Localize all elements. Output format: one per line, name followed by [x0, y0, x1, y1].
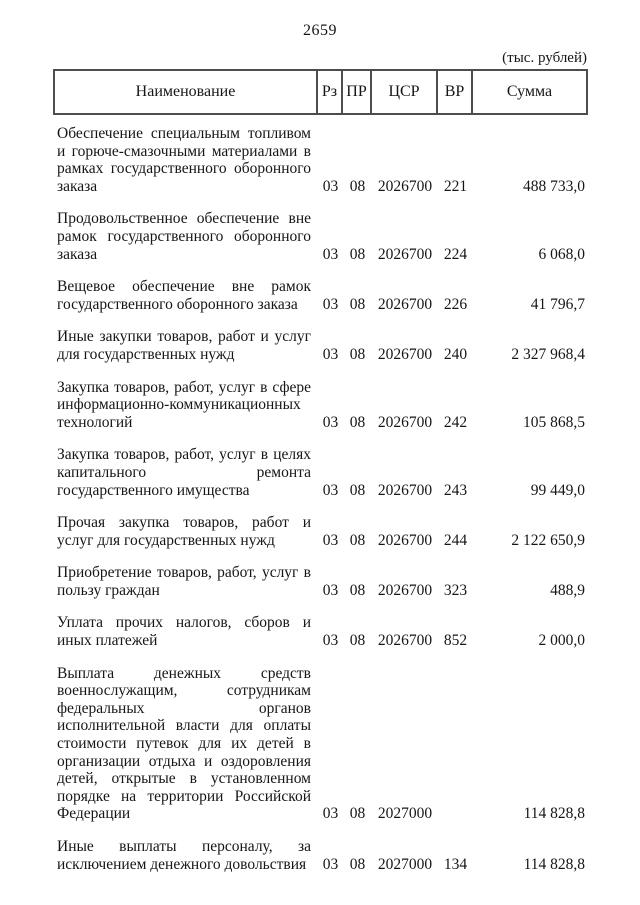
cell-name: Приобретение товаров, работ, услуг в пользу граждан [57, 564, 311, 599]
cell-pr: 08 [349, 632, 366, 650]
cell-pr: 08 [349, 481, 366, 499]
cell-sum: 105 868,5 [523, 413, 585, 431]
cell-rz: 03 [322, 581, 339, 599]
cell-vr: 323 [443, 581, 468, 599]
cell-csr: 2027000 [377, 855, 433, 873]
column-header-csr: ЦСР [370, 71, 436, 113]
cell-sum: 2 000,0 [538, 632, 585, 650]
cell-sum: 99 449,0 [530, 481, 585, 499]
cell-vr: 134 [443, 855, 468, 873]
table-row [53, 379, 588, 432]
cell-rz: 03 [322, 413, 339, 431]
cell-rz: 03 [322, 345, 339, 363]
cell-rz: 03 [322, 632, 339, 650]
cell-name: Уплата прочих налогов, сборов и иных платежей [57, 614, 311, 650]
cell-vr: 221 [443, 177, 468, 195]
cell-name: Обеспечение специальным топливом и горюче-смазочными материалами в рамках государственного оборонного заказа [57, 125, 311, 195]
cell-csr: 2027000 [377, 805, 433, 823]
cell-pr: 08 [349, 295, 366, 313]
cell-pr: 08 [349, 345, 366, 363]
cell-rz: 03 [322, 481, 339, 499]
cell-rz: 03 [322, 805, 339, 823]
table-header-row [53, 69, 588, 115]
table-row [53, 665, 588, 823]
table-row [53, 278, 588, 313]
cell-csr: 2026700 [377, 581, 433, 599]
cell-csr: 2026700 [377, 632, 433, 650]
cell-name: Вещевое обеспечение вне рамок государственного оборонного заказа [57, 278, 311, 313]
cell-rz: 03 [322, 295, 339, 313]
cell-vr: 852 [443, 632, 468, 650]
cell-name: Закупка товаров, работ, услуг в целях капитального ремонта государственного имущества [57, 446, 311, 499]
cell-pr: 08 [349, 177, 366, 195]
table-row [53, 514, 588, 549]
cell-csr: 2026700 [377, 295, 433, 313]
cell-vr: 226 [443, 295, 468, 313]
table-row [53, 838, 588, 873]
cell-vr: 224 [443, 245, 468, 263]
cell-sum: 2 122 650,9 [511, 531, 585, 549]
cell-vr: 240 [443, 345, 468, 363]
cell-name: Выплата денежных средств военнослужащим, сотрудникам федеральных органов исполнительной власти для оплаты стоимости путевок для их детей в организации отдыха и оздоровления детей, открытые в установленном порядке на территории Российской Федерации [57, 664, 311, 823]
cell-csr: 2026700 [377, 177, 433, 195]
cell-sum: 6 068,0 [538, 245, 585, 263]
cell-rz: 03 [322, 177, 339, 195]
table-row [53, 564, 588, 599]
cell-name: Закупка товаров, работ, услуг в сфере информационно-коммуникационных технологий [57, 378, 311, 431]
cell-sum: 114 828,8 [523, 805, 585, 823]
cell-name: Продовольственное обеспечение вне рамок государственного оборонного заказа [57, 210, 311, 263]
column-header-name: Наименование [135, 83, 236, 100]
column-header-rz: Рз [316, 71, 341, 113]
cell-vr: 242 [443, 413, 468, 431]
cell-sum: 488 733,0 [523, 177, 585, 195]
cell-pr: 08 [349, 413, 366, 431]
cell-name: Иные выплаты персоналу, за исключением денежного довольствия [57, 838, 311, 873]
cell-csr: 2026700 [377, 245, 433, 263]
cell-sum: 2 327 968,4 [511, 345, 585, 363]
cell-pr: 08 [349, 531, 366, 549]
cell-vr: 243 [443, 481, 468, 499]
table-row [53, 328, 588, 363]
table-row [53, 446, 588, 499]
cell-pr: 08 [349, 855, 366, 873]
column-header-vr: ВР [436, 71, 471, 113]
table-row [53, 210, 588, 263]
cell-csr: 2026700 [377, 345, 433, 363]
cell-name: Иные закупки товаров, работ и услуг для государственных нужд [57, 328, 311, 363]
cell-name: Прочая закупка товаров, работ и услуг для государственных нужд [57, 514, 311, 549]
table-row [53, 614, 588, 649]
cell-rz: 03 [322, 245, 339, 263]
column-header-pr: ПР [341, 71, 370, 113]
units-note: (тыс. рублей) [502, 50, 587, 66]
cell-pr: 08 [349, 805, 366, 823]
cell-sum: 41 796,7 [530, 295, 585, 313]
cell-sum: 488,9 [550, 581, 585, 599]
table-row [53, 125, 588, 195]
cell-csr: 2026700 [377, 413, 433, 431]
cell-rz: 03 [322, 531, 339, 549]
cell-pr: 08 [349, 581, 366, 599]
cell-csr: 2026700 [377, 531, 433, 549]
cell-pr: 08 [349, 245, 366, 263]
column-header-sum: Сумма [471, 71, 586, 113]
cell-rz: 03 [322, 855, 339, 873]
table-body [53, 115, 588, 873]
cell-vr: 244 [443, 531, 468, 549]
page-number: 2659 [303, 22, 337, 39]
budget-table [53, 50, 588, 888]
cell-sum: 114 828,8 [523, 855, 585, 873]
cell-csr: 2026700 [377, 481, 433, 499]
